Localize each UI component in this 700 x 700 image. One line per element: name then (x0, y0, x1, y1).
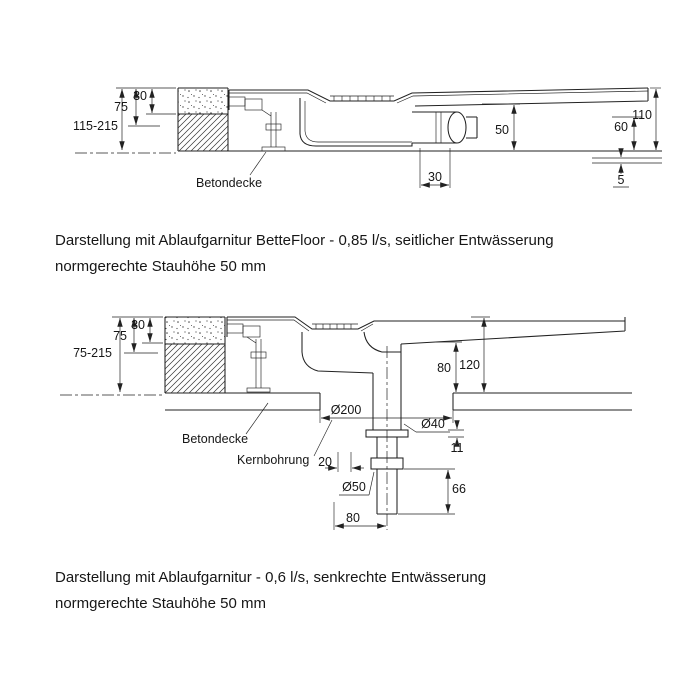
figure1-caption-line1: Darstellung mit Ablaufgarnitur BetteFloor - 0,85 l/s, seitlicher Entwässerung (55, 232, 554, 249)
fig1-rim-and-foot (229, 90, 285, 151)
figure2-caption-line1: Darstellung mit Ablaufgarnitur - 0,6 l/s, senkrechte Entwässerung (55, 569, 487, 586)
fig1-dim-30-left-label: 30 (133, 89, 147, 103)
fig2-dim-66-label: 66 (452, 482, 466, 496)
fig2-dim-80-right-label: 80 (437, 361, 451, 375)
fig1-dim-115-215-label: 115-215 (73, 119, 118, 133)
fig1-wall-section (178, 88, 228, 151)
fig2-dim-50-label: Ø50 (342, 480, 366, 494)
fig2-dim-120-label: 120 (459, 358, 480, 372)
figure2-caption (55, 565, 486, 617)
fig2-dim-20-label: 20 (318, 455, 332, 469)
fig2-wall-section (165, 317, 225, 393)
fig2-tray-profile (227, 317, 625, 344)
fig1-slab (75, 151, 662, 163)
fig2-dim-40-label: Ø40 (421, 417, 445, 431)
fig1-dim-50-label: 50 (495, 123, 509, 137)
fig2-rim-and-foot (227, 317, 270, 392)
fig1-betondecke-label: Betondecke (196, 176, 263, 190)
figure2-caption-line2: normgerechte Stauhöhe 50 mm (55, 595, 266, 612)
fig1-tray-profile (229, 88, 648, 106)
fig2-dim-11-label: 11 (450, 441, 464, 455)
figure2-drawing (60, 317, 632, 530)
fig1-text-labels (73, 89, 652, 190)
fig2-dim-200-label: Ø200 (330, 403, 362, 417)
fig2-kernbohrung-label: Kernbohrung (237, 453, 310, 467)
fig1-dim-75-label: 75 (114, 100, 128, 114)
fig2-dim-80-bottom-label: 80 (346, 511, 360, 525)
figure1-caption-line2: normgerechte Stauhöhe 50 mm (55, 258, 266, 275)
fig1-dim-110-label: 110 (632, 108, 652, 122)
fig2-dim-30-left-label: 30 (131, 318, 145, 332)
fig2-betondecke-label: Betondecke (182, 432, 249, 446)
fig2-dim-75-label: 75 (113, 329, 127, 343)
fig2-dim-75-215-label: 75-215 (73, 346, 112, 360)
fig1-dim-60-label: 60 (614, 120, 628, 134)
fig1-dim-5-label: 5 (617, 173, 625, 187)
figure1-caption (55, 228, 554, 280)
fig2-drain-and-pipe (302, 332, 408, 530)
fig1-dim-30-bottom-label: 30 (428, 170, 442, 184)
figure1-drawing (73, 88, 662, 190)
